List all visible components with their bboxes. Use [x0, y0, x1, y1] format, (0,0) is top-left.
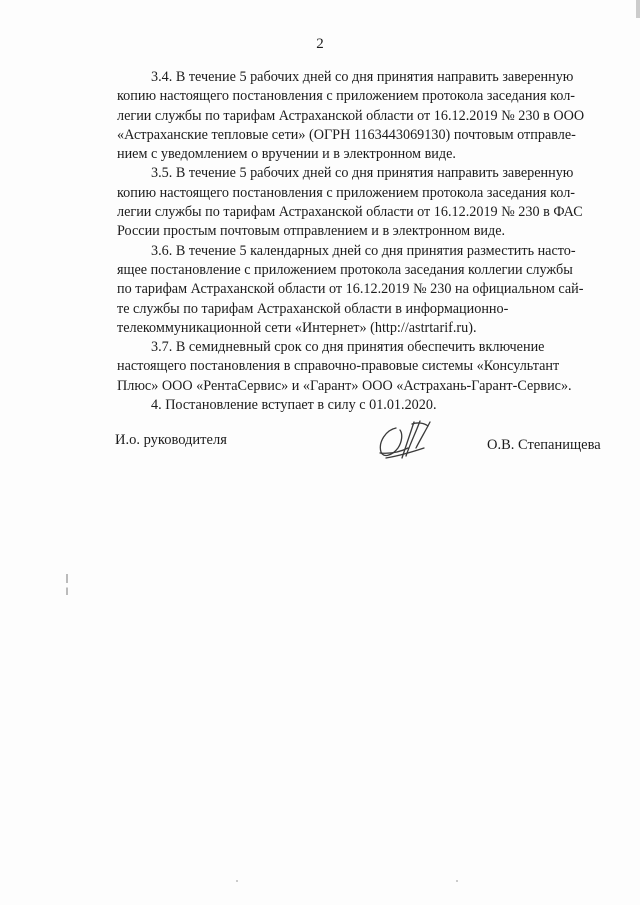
paragraph-line: нием с уведомлением о вручении и в электронном виде.	[117, 146, 456, 163]
paragraph-line: легии службы по тарифам Астраханской области от 16.12.2019 № 230 в ФАС	[117, 204, 583, 221]
paragraph-line: ящее постановление с приложением протокола заседания коллегии службы	[117, 261, 573, 278]
paragraph-line: 3.6. В течение 5 календарных дней со дня принятия разместить насто-	[151, 242, 576, 259]
paragraph-3-6	[117, 242, 614, 338]
paragraph-line: те службы по тарифам Астраханской области в информационно-	[117, 300, 509, 317]
paragraph-3-5	[117, 164, 614, 241]
binding-mark	[66, 574, 68, 604]
paragraph-line: России простым почтовым отправлением и в электронном виде.	[117, 223, 506, 240]
document-body	[117, 68, 614, 415]
paragraph-line: по тарифам Астраханской области от 16.12.2019 № 230 на официальном сай-	[117, 281, 584, 298]
paragraph-4	[117, 396, 614, 415]
signer-role: И.о. руководителя	[115, 432, 227, 448]
paragraph-line: легии службы по тарифам Астраханской области от 16.12.2019 № 230 в ООО	[117, 107, 585, 124]
paragraph-line: настоящего постановления в справочно-правовые системы «Консультант	[117, 358, 560, 375]
paragraph-3-7	[117, 338, 614, 396]
paragraph-line: 3.7. В семидневный срок со дня принятия обеспечить включение	[151, 339, 545, 356]
paragraph-line: телекоммуникационной сети «Интернет» (http://astrtarif.ru).	[117, 319, 477, 336]
signature-block	[0, 418, 640, 478]
paragraph-3-4	[117, 68, 614, 164]
scan-edge-mark	[636, 0, 640, 18]
paragraph-line: копию настоящего постановления с приложением протокола заседания кол-	[117, 88, 576, 105]
handwritten-signature	[372, 418, 438, 466]
page-number: 2	[316, 36, 324, 52]
paragraph-line: Плюс» ООО «РентаСервис» и «Гарант» ООО «Астрахань-Гарант-Сервис».	[117, 377, 572, 394]
scan-dot	[456, 880, 458, 882]
paragraph-line: «Астраханские тепловые сети» (ОГРН 1163443069130) почтовым отправле-	[117, 126, 576, 143]
paragraph-line: 4. Постановление вступает в силу с 01.01.2020.	[151, 397, 437, 414]
scan-dot	[236, 880, 238, 882]
paragraph-line: 3.4. В течение 5 рабочих дней со дня принятия направить заверенную	[151, 69, 574, 85]
paragraph-line: копию настоящего постановления с приложением протокола заседания кол-	[117, 184, 576, 201]
paragraph-line: 3.5. В течение 5 рабочих дней со дня принятия направить заверенную	[151, 165, 574, 182]
signer-name: О.В. Степанищева	[487, 437, 601, 453]
